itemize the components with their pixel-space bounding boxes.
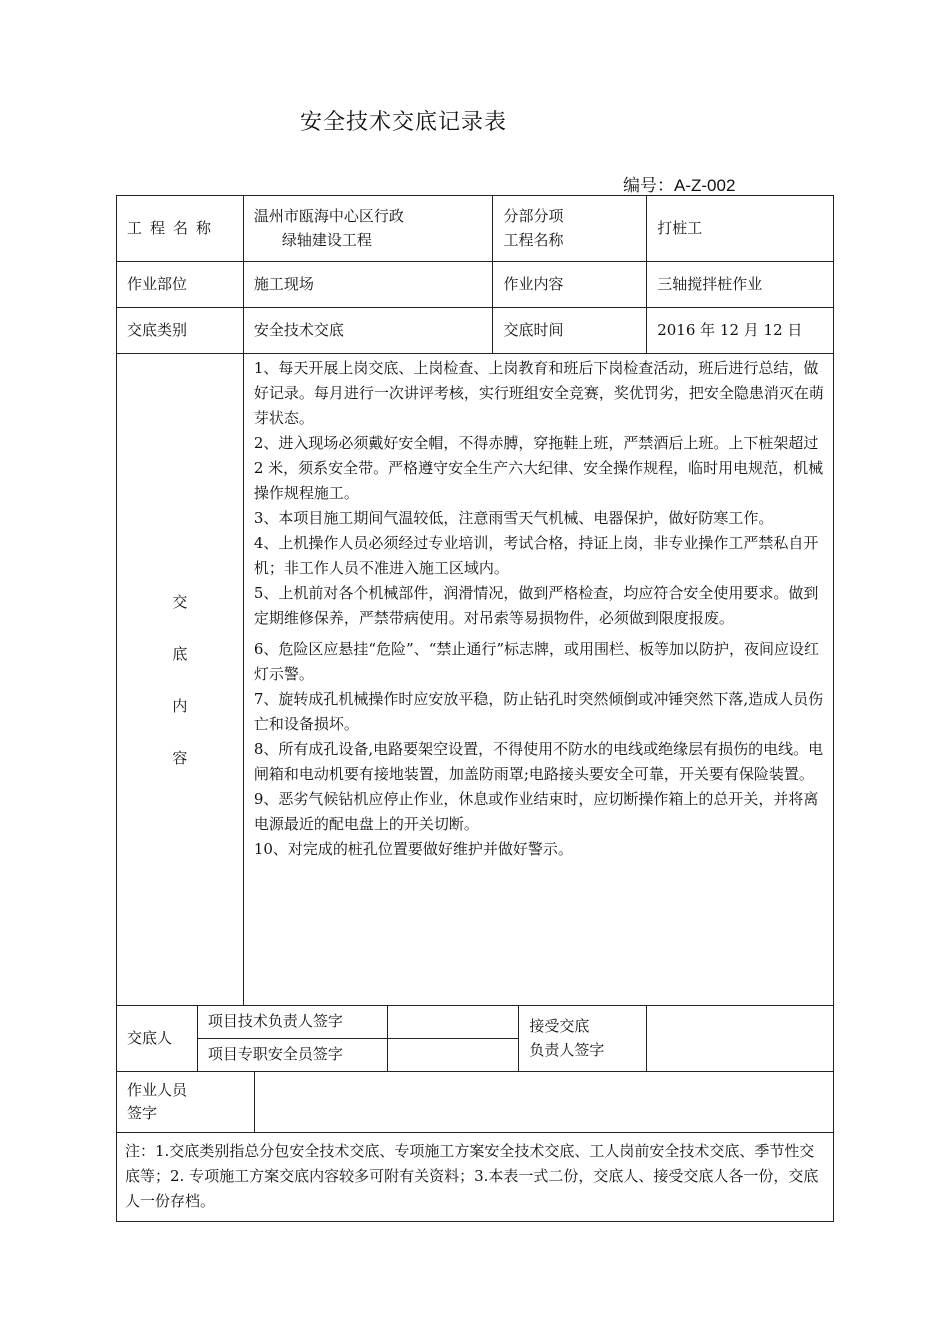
content-item: 1、每天开展上岗交底、上岗检查、上岗教育和班后下岗检查活动，班后进行总结，做好记录。每月进行一次讲评考核，实行班组安全竞赛，奖优罚劣，把安全隐患消灭在萌芽状态。 <box>253 359 824 427</box>
workers-label-line-1: 作业人员 <box>127 1080 188 1099</box>
project-name-value <box>243 196 493 262</box>
project-name-line-2: 绿轴建设工程 <box>281 230 372 249</box>
project-name-label: 工程名称 <box>117 196 244 262</box>
subproject-value: 打桩工 <box>647 196 834 262</box>
project-name-line-1: 温州市瓯海中心区行政 <box>253 207 404 226</box>
content-item: 7、旋转成孔机械操作时应安放平稳，防止钻孔时突然倾倒或冲锤突然下落,造成人员伤亡和设备损坏。 <box>253 690 824 733</box>
footnote: 注：1.交底类别指总分包安全技术交底、专项施工方案安全技术交底、工人岗前安全技术交底、季节性交底等；2. 专项施工方案交底内容较多可附有关资料；3.本表一式二份，交底人、接受交底人各一份，交底人一份存档。 <box>117 1133 834 1222</box>
workers-signature-field[interactable] <box>254 1072 833 1133</box>
receiver-label-line-2: 负责人签字 <box>529 1040 605 1059</box>
subproject-label-line-2: 工程名称 <box>503 230 564 249</box>
briefing-type-value: 安全技术交底 <box>243 308 493 354</box>
document-number-value: A-Z-002 <box>674 176 736 195</box>
tech-lead-signature-label: 项目技术负责人签字 <box>197 1006 387 1039</box>
content-item: 5、上机前对各个机械部件，润滑情况，做到严格检查，均应符合安全使用要求。做到定期维修保养，严禁带病使用。对吊索等易损物件，必须做到限度报废。 <box>253 584 819 627</box>
briefing-content <box>243 354 833 1006</box>
content-label <box>117 354 244 1006</box>
tech-lead-signature-field[interactable] <box>387 1006 519 1039</box>
signature-table <box>116 1005 834 1072</box>
briefing-type-label: 交底类别 <box>117 308 244 354</box>
briefing-time-label: 交底时间 <box>493 308 647 354</box>
content-item: 8、所有成孔设备,电路要架空设置，不得使用不防水的电线或绝缘层有损伤的电线。电闸箱和电动机要有接地装置，加盖防雨罩;电路接头要安全可靠，开关要有保险装置。 <box>253 740 824 783</box>
content-item: 3、本项目施工期间气温较低，注意雨雪天气机械、电器保护，做好防寒工作。 <box>253 509 774 527</box>
briefing-table <box>116 195 834 1006</box>
safety-officer-signature-field[interactable] <box>387 1039 519 1072</box>
subproject-label-line-1: 分部分项 <box>503 207 564 226</box>
safety-officer-signature-label: 项目专职安全员签字 <box>197 1039 387 1072</box>
note-table <box>116 1132 834 1222</box>
content-label-char: 容 <box>172 748 188 767</box>
receiver-label-line-1: 接受交底 <box>529 1017 590 1036</box>
content-item: 2、进入现场必须戴好安全帽，不得赤膊，穿拖鞋上班，严禁酒后上班。上下桩架超过 2 米，须系安全带。严格遵守安全生产六大纪律、安全操作规程，临时用电规范，机械操作规程施工。 <box>253 434 824 502</box>
workers-label-line-2: 签字 <box>127 1104 158 1122</box>
content-item: 9、恶劣气候钻机应停止作业，休息或作业结束时，应切断操作箱上的总开关，并将离电源最近的配电盘上的开关切断。 <box>253 790 819 833</box>
location-label: 作业部位 <box>117 262 244 308</box>
subproject-label <box>493 196 647 262</box>
page-title: 安全技术交底记录表 <box>300 110 508 135</box>
receiver-signature-field[interactable] <box>647 1006 834 1072</box>
content-label-char: 交 <box>172 592 188 611</box>
content-item: 4、上机操作人员必须经过专业培训，考试合格，持证上岗，非专业操作工严禁私自开机；非工作人员不准进入施工区域内。 <box>253 534 819 577</box>
issuer-label: 交底人 <box>117 1006 198 1072</box>
content-label-char: 底 <box>172 644 188 663</box>
receiver-signature-label <box>519 1006 647 1072</box>
content-item: 6、危险区应悬挂“危险”、“禁止通行”标志牌，或用围栏、板等加以防护，夜间应设红灯示警。 <box>253 640 820 683</box>
content-item: 10、对完成的桩孔位置要做好维护并做好警示。 <box>253 840 573 858</box>
document-number-label: 编号： <box>623 176 674 196</box>
work-content-label: 作业内容 <box>493 262 647 308</box>
location-value: 施工现场 <box>243 262 493 308</box>
document-number <box>623 171 735 196</box>
briefing-time-value: 2016 年 12 月 12 日 <box>647 308 834 354</box>
workers-table <box>116 1071 834 1133</box>
content-label-char: 内 <box>172 696 188 715</box>
work-content-value: 三轴搅拌桩作业 <box>647 262 834 308</box>
workers-signature-label <box>117 1072 255 1133</box>
